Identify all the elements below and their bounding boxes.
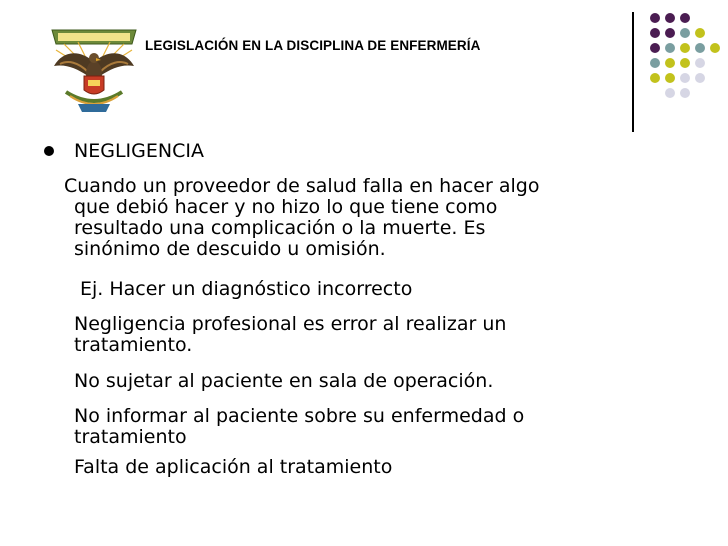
- body-line: No sujetar al paciente en sala de operación.: [74, 370, 494, 392]
- body-line: No informar al paciente sobre su enfermedad o: [74, 405, 525, 427]
- body-line: Falta de aplicación al tratamiento: [74, 456, 393, 478]
- body-line: Ej. Hacer un diagnóstico incorrecto: [80, 278, 413, 300]
- body-line: tratamiento: [74, 426, 187, 448]
- slide-title: LEGISLACIÓN EN LA DISCIPLINA DE ENFERMERÍA: [145, 38, 481, 53]
- body-line: sinónimo de descuido u omisión.: [74, 238, 386, 260]
- body-heading: NEGLIGENCIA: [74, 140, 204, 162]
- bullet-icon: [44, 146, 54, 156]
- body-line: resultado una complicación o la muerte. Es: [74, 217, 486, 239]
- body-line: Negligencia profesional es error al realizar un: [74, 313, 507, 335]
- body-line: que debió hacer y no hizo lo que tiene como: [74, 196, 498, 218]
- body-line: tratamiento.: [74, 334, 193, 356]
- body-line: Cuando un proveedor de salud falla en hacer algo: [64, 175, 540, 197]
